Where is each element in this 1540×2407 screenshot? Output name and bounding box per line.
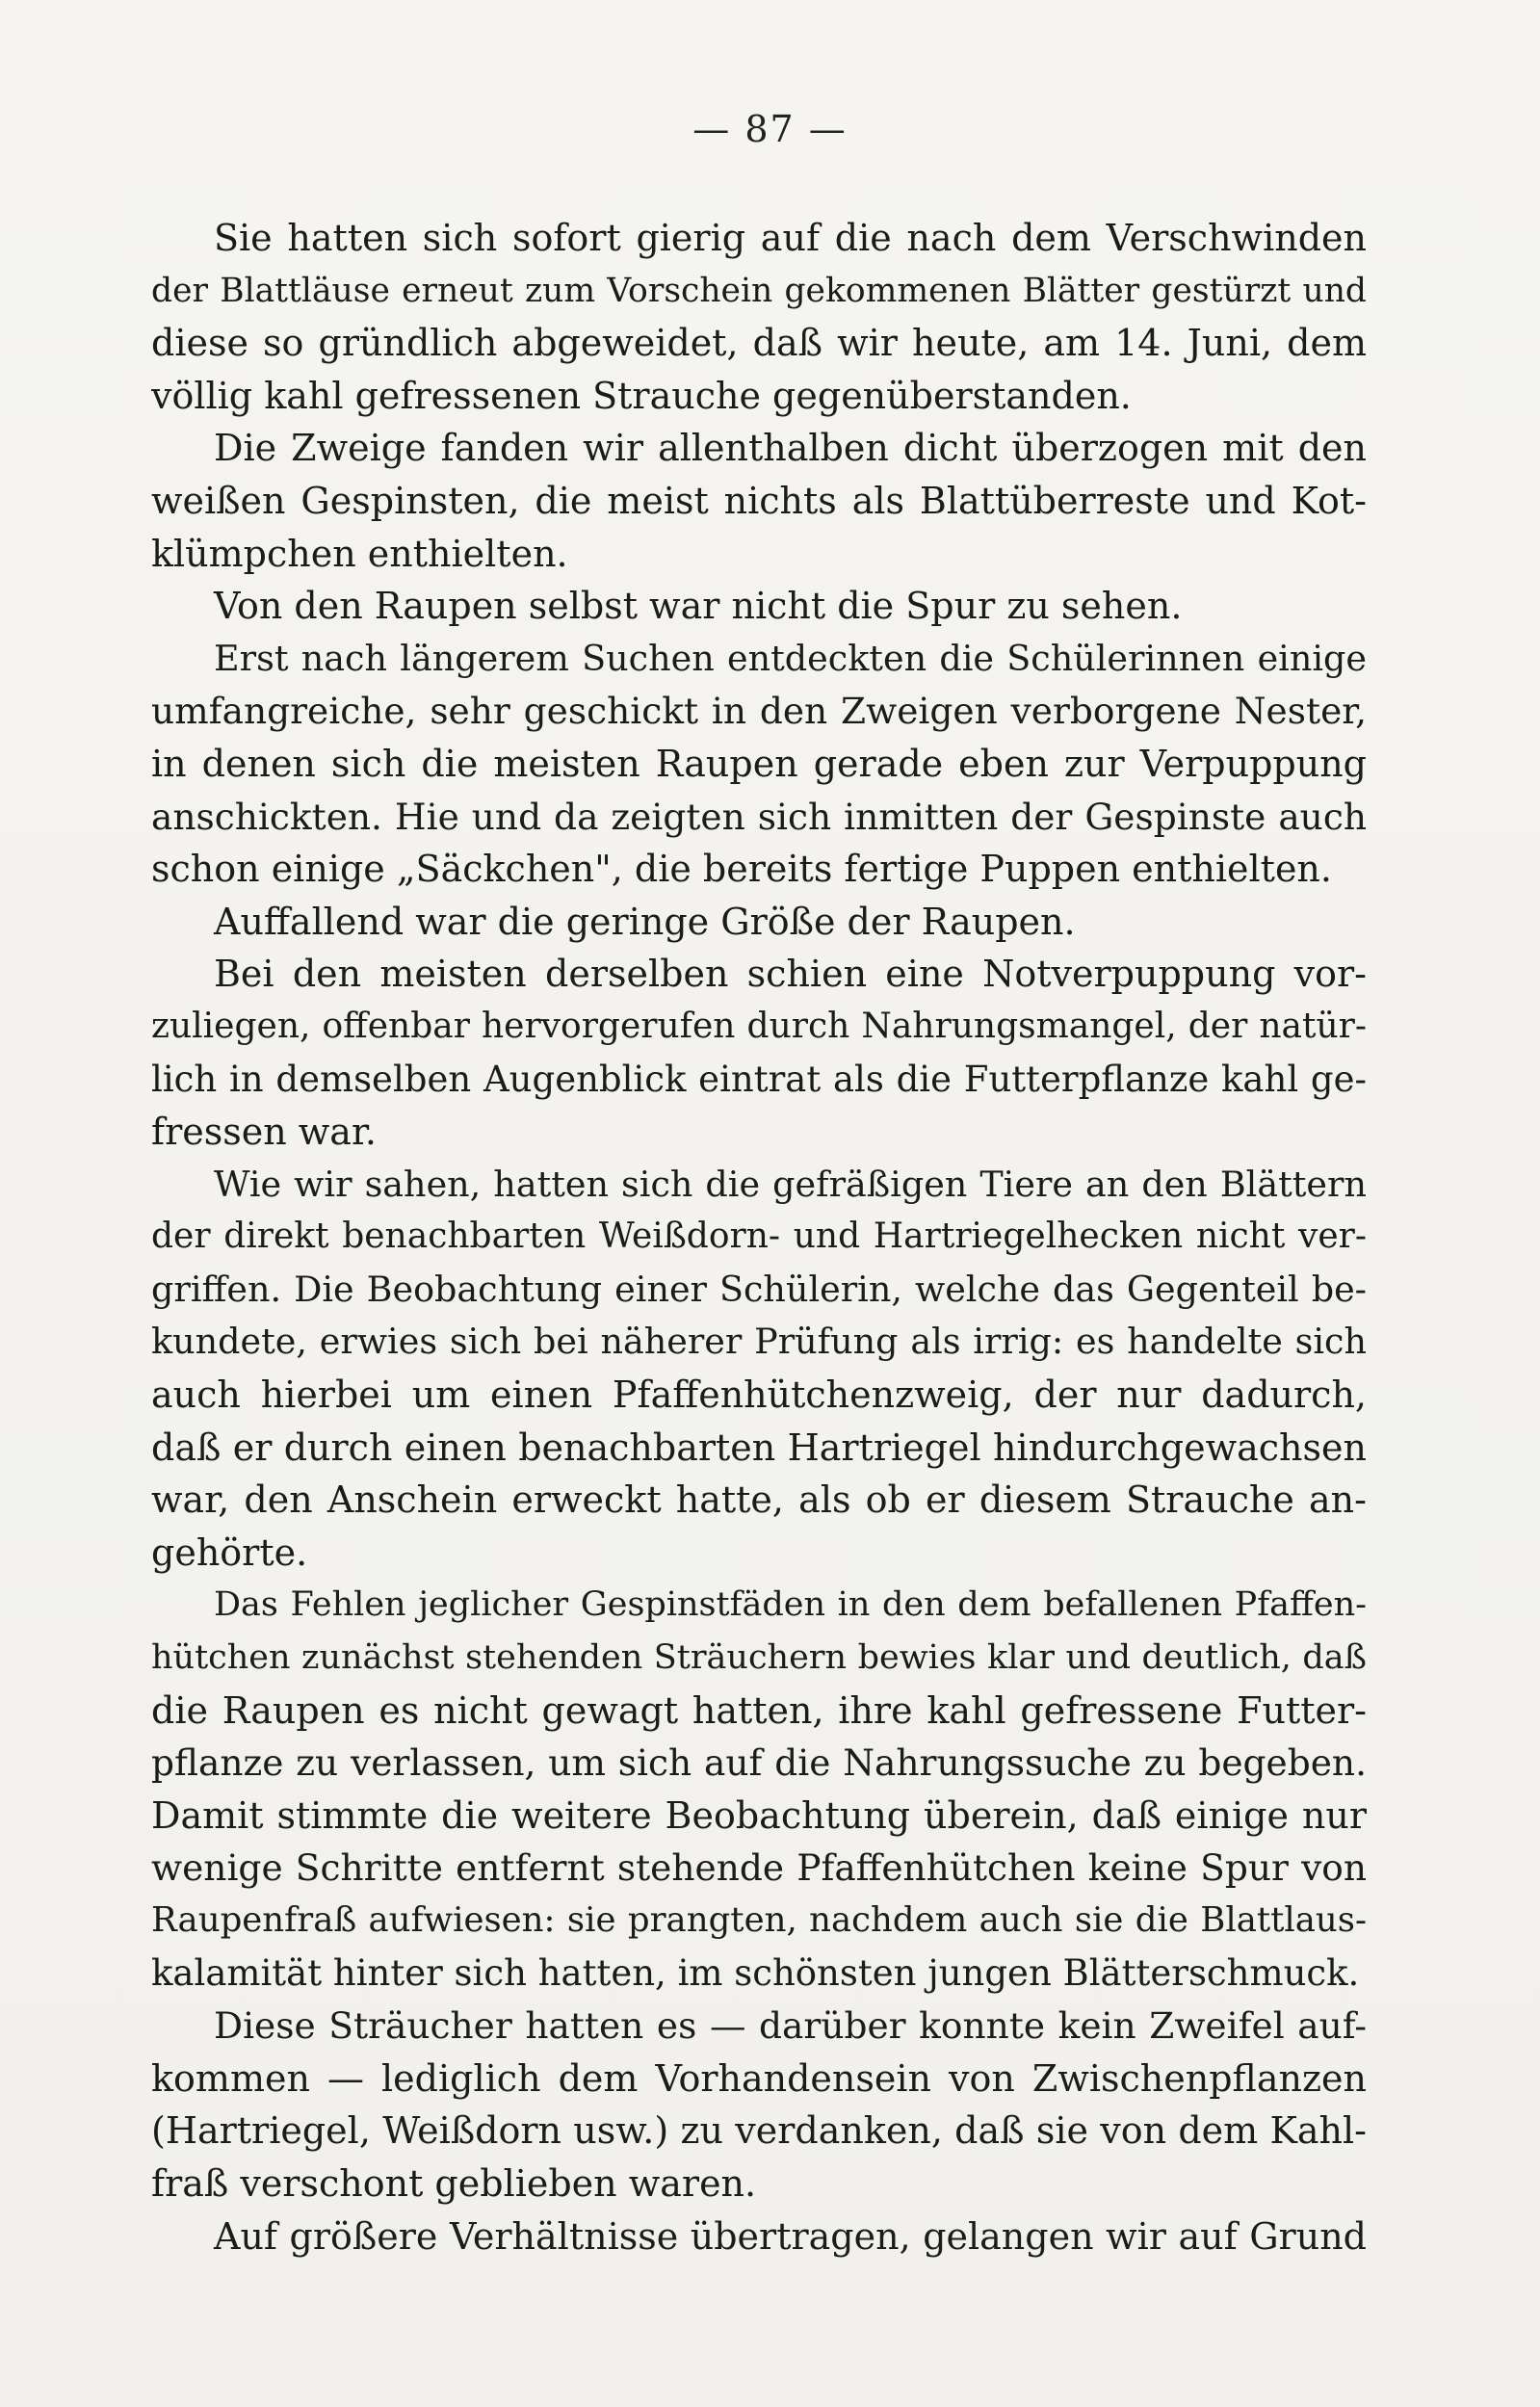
- text-line: der direkt benachbarten Weißdorn- und Hartriegelhecken nicht ver-: [151, 1217, 1367, 1257]
- text-line: völlig kahl gefressenen Strauche gegenüberstanden.: [151, 374, 1132, 417]
- text-line: klümpchen enthielten.: [151, 532, 568, 575]
- text-line: war, den Anschein erweckt hatte, als ob er diesem Strauche an-: [151, 1478, 1367, 1522]
- text-line: Die Zweige fanden wir allenthalben dicht überzogen mit den: [214, 427, 1367, 470]
- text-line: kalamität hinter sich hatten, im schönsten jungen Blätterschmuck.: [151, 1951, 1360, 1994]
- text-line: Raupenfraß aufwiesen: sie prangten, nachdem auch sie die Blattlaus-: [151, 1900, 1367, 1940]
- text-line: pflanze zu verlassen, um sich auf die Nahrungssuche zu begeben.: [151, 1741, 1367, 1785]
- text-line: auch hierbei um einen Pfaffenhütchenzweig, der nur dadurch,: [151, 1374, 1367, 1417]
- text-line: wenige Schritte entfernt stehende Pfaffenhütchen keine Spur von: [151, 1846, 1367, 1890]
- text-line: umfangreiche, sehr geschickt in den Zweigen verborgene Nester,: [151, 690, 1367, 733]
- text-line: in denen sich die meisten Raupen gerade eben zur Verpuppung: [151, 742, 1367, 785]
- page-number: — 87 —: [692, 108, 848, 150]
- text-line: Sie hatten sich sofort gierig auf die nach dem Verschwinden: [214, 217, 1367, 259]
- text-line: daß er durch einen benachbarten Hartriegel hindurchgewachsen: [151, 1426, 1367, 1469]
- text-line: anschickten. Hie und da zeigten sich inmitten der Gespinste auch: [151, 795, 1367, 838]
- text-line: Bei den meisten derselben schien eine Notverpuppung vor-: [214, 953, 1367, 996]
- text-line: der Blattläuse erneut zum Vorschein gekommenen Blätter gestürzt und: [151, 271, 1367, 310]
- text-line: kundete, erwies sich bei näherer Prüfung als irrig: es handelte sich: [151, 1321, 1367, 1363]
- text-line: Von den Raupen selbst war nicht die Spur zu sehen.: [214, 585, 1183, 628]
- text-line: griffen. Die Beobachtung einer Schülerin, welche das Gegenteil be-: [151, 1268, 1367, 1310]
- text-line: diese so gründlich abgeweidet, daß wir heute, am 14. Juni, dem: [151, 322, 1367, 365]
- text-line: die Raupen es nicht gewagt hatten, ihre kahl gefressene Futter-: [151, 1688, 1367, 1732]
- text-line: Wie wir sahen, hatten sich die gefräßigen Tiere an den Blättern: [214, 1163, 1367, 1205]
- body-text: [151, 212, 1367, 2263]
- text-line: gehörte.: [151, 1531, 308, 1574]
- text-line: schon einige „Säckchen", die bereits fertige Puppen enthielten.: [151, 848, 1332, 891]
- text-line: Diese Sträucher hatten es — darüber konnte kein Zweifel auf-: [214, 2004, 1367, 2048]
- text-line: Auffallend war die geringe Größe der Raupen.: [214, 900, 1076, 943]
- text-line: Das Fehlen jeglicher Gespinstfäden in den dem befallenen Pfaffen-: [214, 1585, 1367, 1625]
- text-line: Erst nach längerem Suchen entdeckten die Schülerinnen einige: [214, 637, 1367, 679]
- text-line: hütchen zunächst stehenden Sträuchern bewies klar und deutlich, daß: [151, 1638, 1367, 1678]
- text-line: Damit stimmte die weitere Beobachtung überein, daß einige nur: [151, 1793, 1367, 1837]
- text-line: kommen — lediglich dem Vorhandensein von Zwischenpflanzen: [151, 2056, 1367, 2100]
- text-line: Auf größere Verhältnisse übertragen, gelangen wir auf Grund: [214, 2214, 1367, 2258]
- text-line: fraß verschont geblieben waren.: [151, 2161, 757, 2205]
- text-line: (Hartriegel, Weißdorn usw.) zu verdanken, daß sie von dem Kahl-: [151, 2109, 1367, 2153]
- text-line: zuliegen, offenbar hervorgerufen durch Nahrungsmangel, der natür-: [151, 1006, 1367, 1046]
- text-line: lich in demselben Augenblick eintrat als die Futterpflanze kahl ge-: [151, 1058, 1367, 1100]
- text-line: weißen Gespinsten, die meist nichts als Blattüberreste und Kot-: [151, 479, 1367, 522]
- text-line: fressen war.: [151, 1111, 378, 1154]
